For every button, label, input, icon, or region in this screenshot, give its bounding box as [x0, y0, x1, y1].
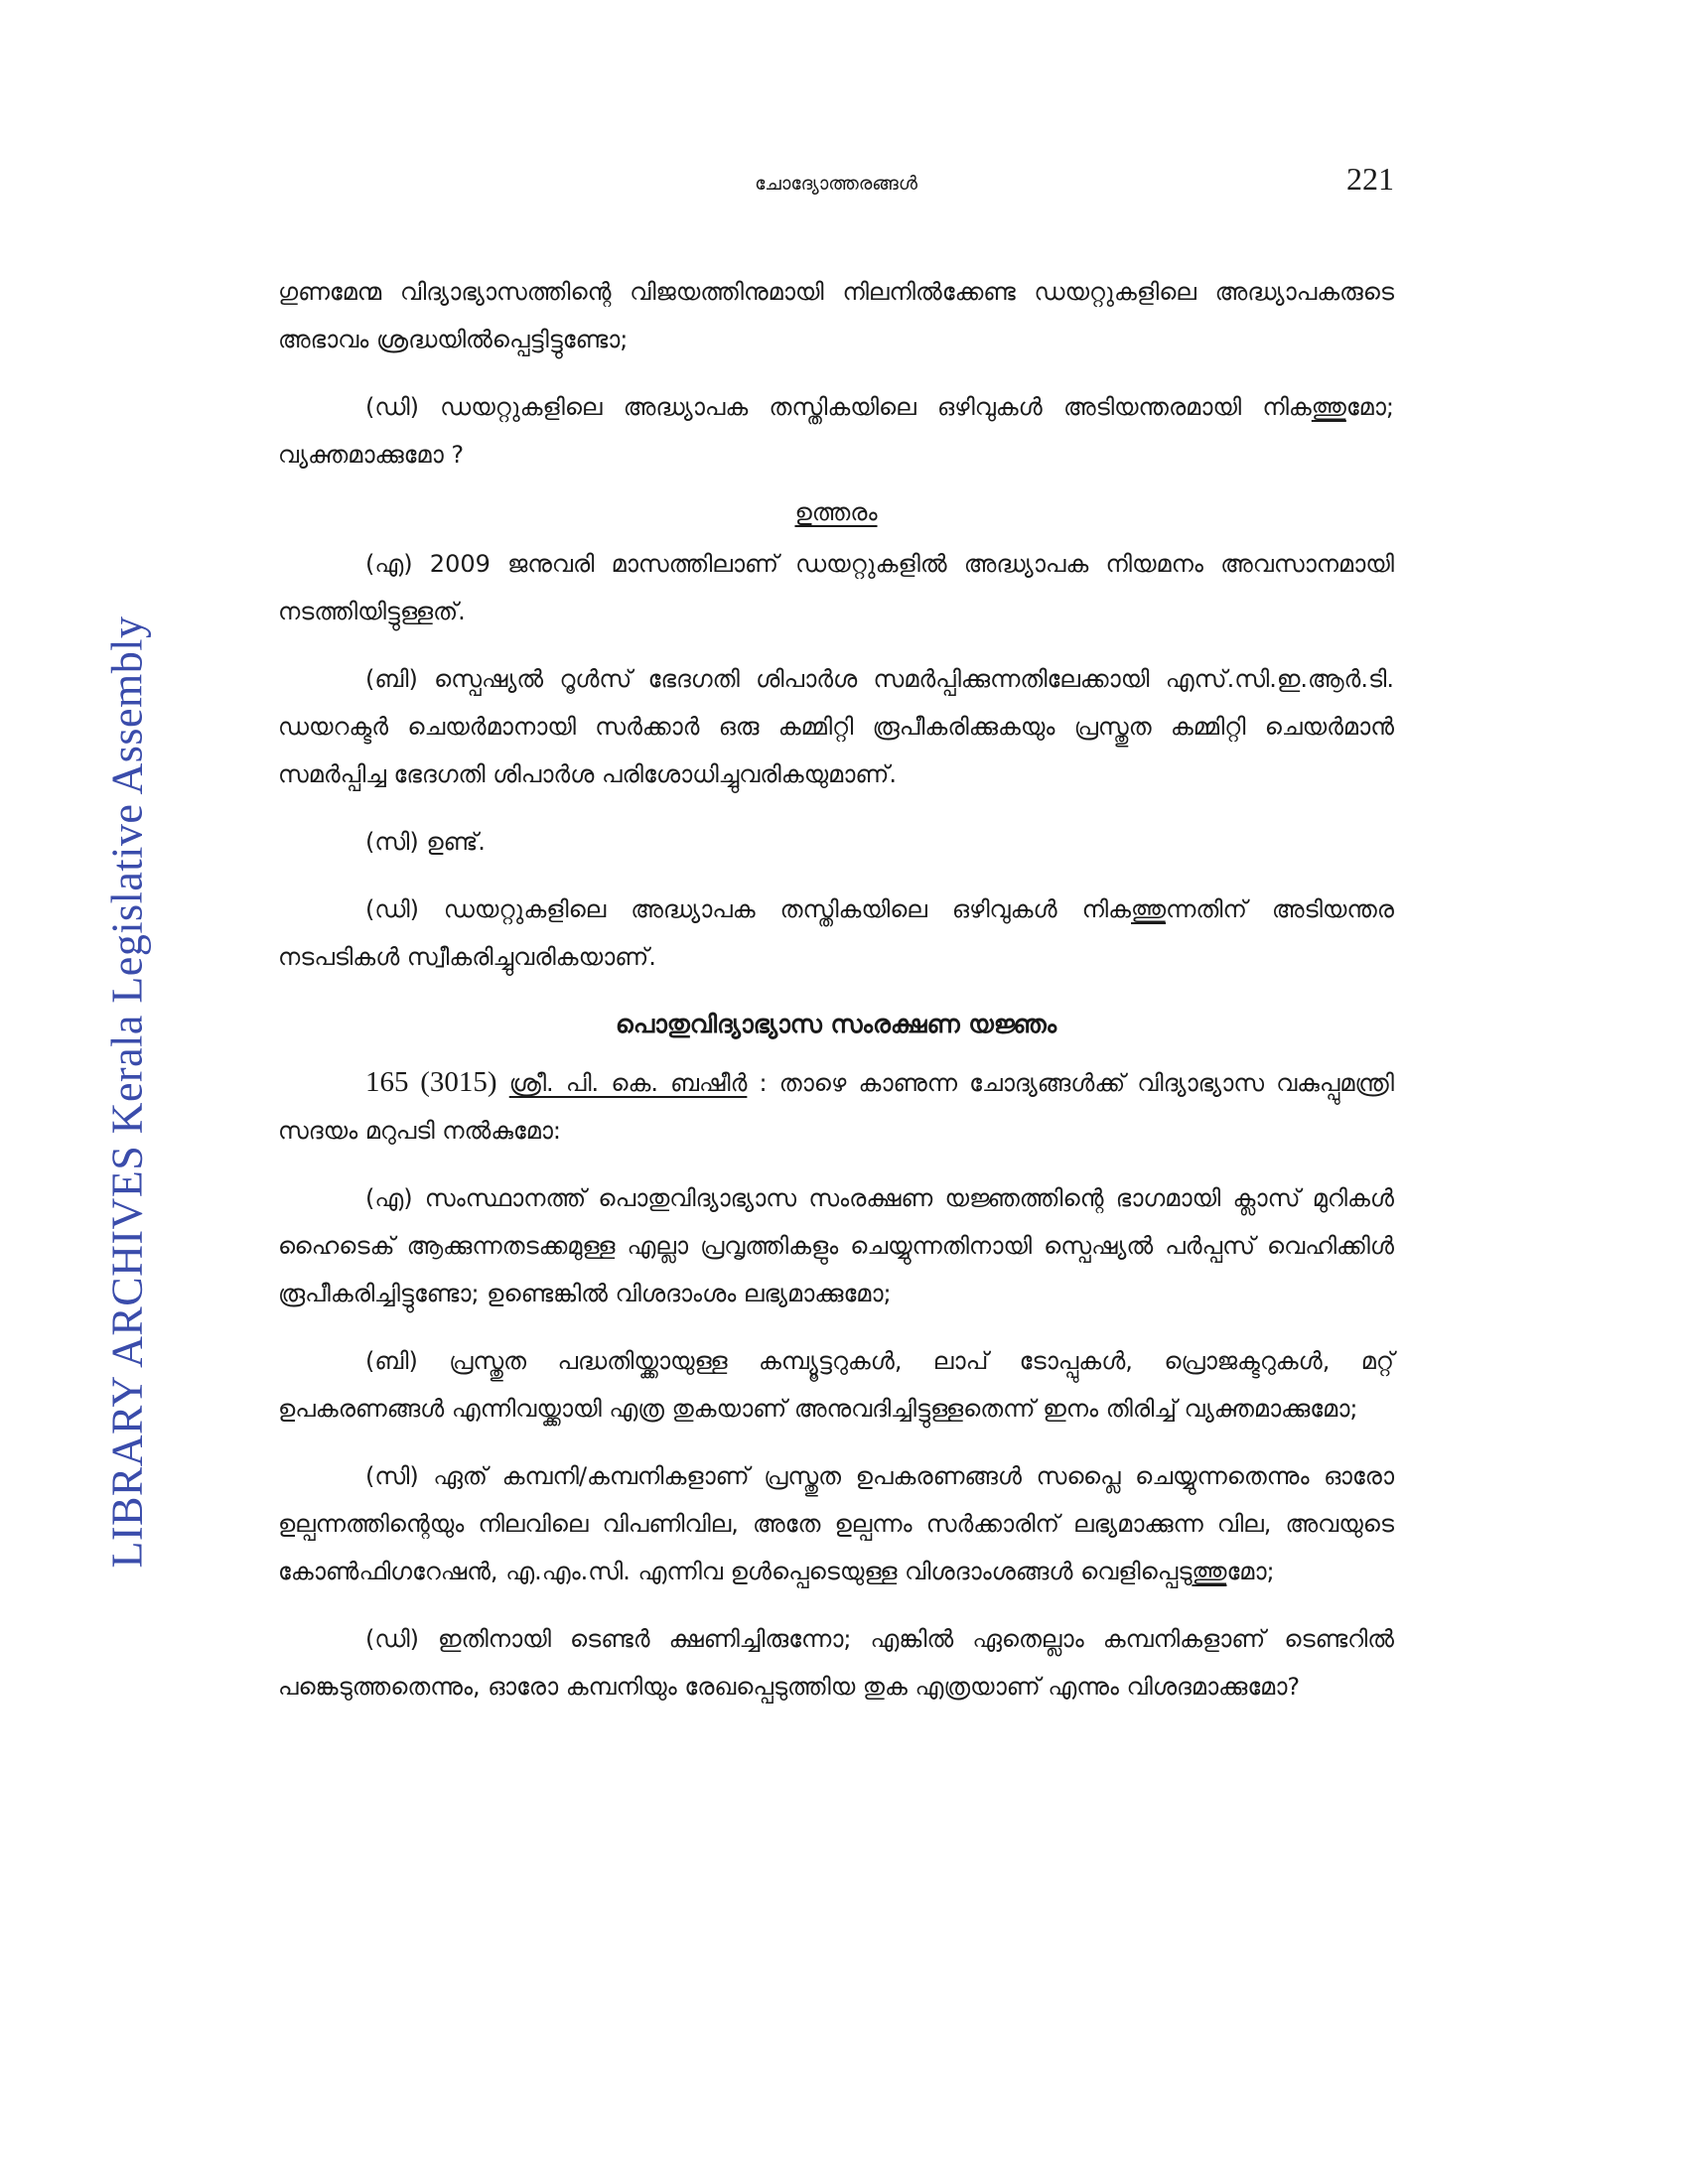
answer-part-d-text: (ഡി) ഡയറ്റുകളിലെ അദ്ധ്യാപക തസ്തികയിലെ ഒഴിവുകൾ നിക — [365, 895, 1132, 923]
answer-part-c: (സി) ഉണ്ട്. — [365, 828, 486, 856]
question-part-d-text: (ഡി) ഡയറ്റുകളിലെ അദ്ധ്യാപക തസ്തികയിലെ ഒഴിവുകൾ അടിയന്തരമായി നിക — [365, 393, 1312, 421]
question-165-part-d: (ഡി) ഇതിനായി ടെണ്ടർ ക്ഷണിച്ചിരുന്നോ; എങ്കിൽ ഏതെല്ലാം കമ്പനികളാണ് ടെണ്ടറിൽ പങ്കെടുത്തതെന്നും, ഓരോ കമ്പനിയും രേഖപ്പെടുത്തിയ തുക എത്രയാണ് എന്നും വിശദമാക്കുമോ? — [278, 1625, 1394, 1701]
answer-heading-label: ഉത്തരം — [794, 498, 878, 526]
underlined-text: ത്തു — [1192, 1558, 1227, 1585]
answer-part-d — [278, 886, 1394, 981]
question-number: 165 (3015) — [365, 1066, 497, 1098]
question-intro-text: : താഴെ കാണുന്ന ചോദ്യങ്ങൾക്ക് വിദ്യാഭ്യാസ വകുപ്പുമന്ത്രി സദയം മറുപടി നൽകുമോ: — [278, 1069, 1394, 1145]
underlined-text: ത്തു — [1131, 895, 1167, 923]
question-165-part-c — [278, 1452, 1394, 1595]
running-title: ചോദ്യോത്തരങ്ങൾ — [755, 173, 917, 195]
question-part-d-text-end: മോ; വ്യക്തമാക്കുമോ ? — [278, 393, 1394, 469]
question-165-part-c-text-end: മോ; — [1226, 1558, 1275, 1585]
question-part-d — [278, 383, 1394, 478]
question-165-part-b: (ബി) പ്രസ്തുത പദ്ധതിയ്ക്കായുള്ള കമ്പ്യൂട്ടറുകൾ, ലാപ് ടോപ്പുകൾ, പ്രൊജക്ടറുകൾ, മറ്റ് ഉപകരണങ്ങൾ എന്നിവയ്ക്കായി എത്ര തുകയാണ് അനുവദിച്ചിട്ടുള്ളതെന്ന് ഇനം തിരിച്ച് വ്യക്തമാക്കുമോ; — [278, 1347, 1394, 1423]
answer-part-b: (ബി) സ്പെഷ്യൽ റൂൾസ് ഭേദഗതി ശിപാർശ സമർപ്പിക്കുന്നതിലേക്കായി എസ്.സി.ഇ.ആർ.ടി. ഡയറക്ടർ ചെയർമാനായി സർക്കാർ ഒരു കമ്മിറ്റി രൂപീകരിക്കുകയും പ്രസ്തുത കമ്മിറ്റി ചെയർമാൻ സമർപ്പിച്ച ഭേദഗതി ശിപാർശ പരിശോധിച്ചുവരികയുമാണ്. — [278, 665, 1394, 788]
page-number: 221 — [1346, 161, 1394, 197]
member-name: ശ്രീ. പി. കെ. ബഷീർ — [508, 1069, 748, 1097]
page-header — [278, 161, 1394, 206]
page-body — [278, 268, 1394, 1730]
question-165-part-c-text: (സി) ഏത് കമ്പനി/കമ്പനികളാണ് പ്രസ്തുത ഉപകരണങ്ങൾ സപ്ലൈ ചെയ്യുന്നതെന്നും ഓരോ ഉല്പന്നത്തിന്റെയും നിലവിലെ വിപണിവില, അതേ ഉല്പന്നം സർക്കാരിന് ലഭ്യമാക്കുന്ന വില, അവയുടെ കോൺഫിഗറേഷൻ, എ.എം.സി. എന്നിവ ഉൾപ്പെടെയുള്ള വിശദാംശങ്ങൾ വെളിപ്പെടു — [278, 1462, 1394, 1585]
answer-heading — [278, 488, 1394, 536]
answer-part-d-text-end: ന്നതിന് അടിയന്തര നടപടികൾ സ്വീകരിച്ചുവരികയാണ്. — [278, 895, 1394, 971]
section-heading: പൊതുവിദ്യാഭ്യാസ സംരക്ഷണ യജ്ഞം — [615, 1010, 1057, 1038]
question-165-part-a: (എ) സംസ്ഥാനത്ത് പൊതുവിദ്യാഭ്യാസ സംരക്ഷണ യജ്ഞത്തിന്റെ ഭാഗമായി ക്ലാസ് മുറികൾ ഹൈടെക് ആക്കുന്നതടക്കമുള്ള എല്ലാ പ്രവൃത്തികളും ചെയ്യുന്നതിനായി സ്പെഷ്യൽ പർപ്പസ് വെഹിക്കിൾ രൂപീകരിച്ചിട്ടുണ്ടോ; ഉണ്ടെങ്കിൽ വിശദാംശം ലഭ്യമാക്കുമോ; — [278, 1184, 1394, 1307]
answer-part-a: (എ) 2009 ജനുവരി മാസത്തിലാണ് ഡയറ്റുകളിൽ അദ്ധ്യാപക നിയമനം അവസാനമായി നടത്തിയിട്ടുള്ളത്. — [278, 550, 1394, 625]
question-165-intro — [278, 1058, 1394, 1155]
underlined-text: ത്തു — [1311, 393, 1346, 421]
archive-watermark: LIBRARY ARCHIVES Kerala Legislative Assembly — [102, 615, 152, 1569]
question-continued-text: ഗുണമേന്മ വിദ്യാഭ്യാസത്തിന്റെ വിജയത്തിനുമായി നിലനിൽക്കേണ്ട ഡയറ്റുകളിലെ അദ്ധ്യാപകരുടെ അഭാവം ശ്രദ്ധയിൽപ്പെട്ടിട്ടുണ്ടോ; — [278, 278, 1394, 353]
